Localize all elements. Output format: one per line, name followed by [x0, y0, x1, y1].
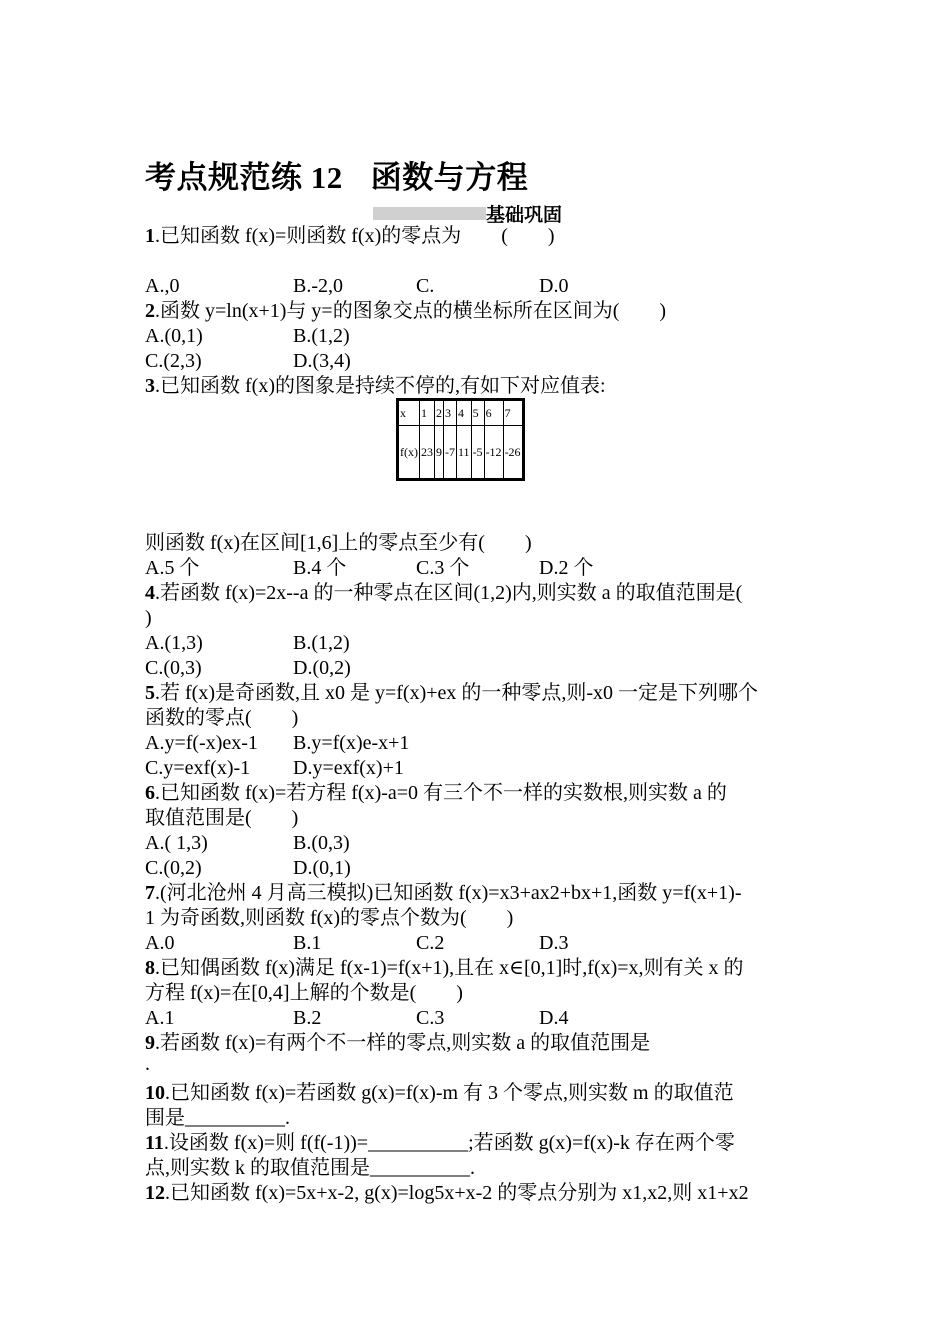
table-row-fx	[398, 426, 524, 480]
option-b: B.1	[293, 932, 322, 954]
question-number: 8	[145, 957, 155, 979]
question-text: .已知函数 f(x)=5x+x-2, g(x)=log5x+x-2 的零点分别为 x1,x2,则 x1+x2	[165, 1182, 749, 1204]
question-text: .若 f(x)是奇函数,且 x0 是 y=f(x)+ex 的一种零点,则-x0 一定是下列哪个	[155, 682, 759, 704]
option-d: D.(0,1)	[293, 857, 351, 879]
question-text: .已知函数 f(x)=若方程 f(x)-a=0 有三个不一样的实数根,则实数 a 的	[155, 782, 727, 804]
option-a: A.( 1,3)	[145, 832, 208, 854]
table-cell: -26	[503, 426, 523, 480]
question-text: .设函数 f(x)=则 f(f(-1))=__________;若函数 g(x)=f(x)-k 存在两个零	[163, 1132, 735, 1154]
option-b: B.2	[293, 1007, 322, 1029]
option-c: C.(0,2)	[145, 857, 202, 879]
question-10	[145, 1081, 734, 1106]
question-9-cont: .	[145, 1053, 150, 1075]
table-cell: -5	[471, 426, 484, 480]
question-6	[145, 781, 727, 806]
option-c: C.3 个	[416, 557, 470, 579]
section-bar	[373, 207, 486, 220]
option-b: B.y=f(x)e-x+1	[293, 732, 410, 754]
question-text: .已知函数 f(x)=若函数 g(x)=f(x)-m 有 3 个零点,则实数 m 的取值范	[165, 1082, 734, 1104]
table-cell: 1	[420, 400, 435, 426]
option-a: A.1	[145, 1007, 175, 1029]
option-c: C.	[416, 275, 435, 297]
option-c: C.(0,3)	[145, 657, 202, 679]
option-a: A.,0	[145, 275, 180, 297]
table-cell: 5	[471, 400, 484, 426]
table-cell: 2	[435, 400, 444, 426]
question-number: 4	[145, 582, 155, 604]
question-11	[145, 1131, 735, 1156]
option-d: D.4	[539, 1007, 569, 1029]
question-number: 5	[145, 682, 155, 704]
option-d: D.(3,4)	[293, 350, 351, 372]
option-a: A.(1,3)	[145, 632, 203, 654]
option-a: A.(0,1)	[145, 325, 203, 347]
question-1	[145, 224, 555, 249]
question-4	[145, 581, 742, 606]
question-7-cont: 1 为奇函数,则函数 f(x)的零点个数为( )	[145, 907, 514, 929]
question-8	[145, 956, 744, 981]
option-b: B.(1,2)	[293, 325, 350, 347]
question-number: 7	[145, 882, 155, 904]
question-text: .若函数 f(x)=有两个不一样的零点,则实数 a 的取值范围是	[155, 1032, 651, 1054]
question-5-cont: 函数的零点( )	[145, 707, 299, 729]
option-d: D.0	[539, 275, 569, 297]
question-12	[145, 1181, 749, 1206]
option-c: C.y=exf(x)-1	[145, 757, 251, 779]
question-text: .已知函数 f(x)=则函数 f(x)的零点为 ( )	[155, 225, 555, 247]
table-cell: 23	[420, 426, 435, 480]
table-cell: f(x)	[398, 426, 420, 480]
option-c: C.(2,3)	[145, 350, 202, 372]
question-number: 3	[145, 375, 155, 397]
option-d: D.(0,2)	[293, 657, 351, 679]
question-text: .已知函数 f(x)的图象是持续不停的,有如下对应值表:	[155, 375, 606, 397]
table-cell: 11	[457, 426, 472, 480]
question-text: .函数 y=ln(x+1)与 y=的图象交点的横坐标所在区间为( )	[155, 300, 667, 322]
table-cell: 3	[444, 400, 457, 426]
question-number: 11	[145, 1132, 164, 1154]
table-cell: -7	[444, 426, 457, 480]
question-8-cont: 方程 f(x)=在[0,4]上解的个数是( )	[145, 982, 463, 1004]
option-c: C.2	[416, 932, 445, 954]
section-header	[373, 200, 562, 224]
question-number: 2	[145, 300, 155, 322]
title-left: 考点规范练 12	[145, 160, 343, 195]
question-3	[145, 374, 606, 399]
title-right: 函数与方程	[370, 160, 529, 195]
table-cell: 7	[503, 400, 523, 426]
question-10-cont: 围是__________.	[145, 1107, 290, 1129]
question-number: 9	[145, 1032, 155, 1054]
question-text: .(河北沧州 4 月高三模拟)已知函数 f(x)=x3+ax2+bx+1,函数 y=f(x+1)-	[155, 882, 742, 904]
option-d: D.2 个	[539, 557, 594, 579]
question-text: .已知偶函数 f(x)满足 f(x-1)=f(x+1),且在 x∈[0,1]时,f(x)=x,则有关 x 的	[155, 957, 744, 979]
option-a: A.5 个	[145, 557, 200, 579]
question-number: 12	[145, 1182, 165, 1204]
question-6-cont: 取值范围是( )	[145, 807, 299, 829]
question-2	[145, 299, 666, 324]
option-b: B.(1,2)	[293, 632, 350, 654]
question-9	[145, 1031, 650, 1056]
option-d: D.y=exf(x)+1	[293, 757, 404, 779]
page-title	[145, 152, 528, 197]
option-a: A.0	[145, 932, 175, 954]
question-11-cont: 点,则实数 k 的取值范围是__________.	[145, 1157, 475, 1179]
option-b: B.(0,3)	[293, 832, 350, 854]
table-cell: 9	[435, 426, 444, 480]
table-cell: x	[398, 400, 420, 426]
question-number: 6	[145, 782, 155, 804]
question-number: 1	[145, 225, 155, 247]
table-row-x	[398, 400, 524, 426]
question-5	[145, 681, 758, 706]
option-b: B.4 个	[293, 557, 347, 579]
question-4-cont: )	[145, 607, 152, 629]
option-a: A.y=f(-x)ex-1	[145, 732, 258, 754]
option-c: C.3	[416, 1007, 445, 1029]
question-number: 10	[145, 1082, 165, 1104]
question-3-prompt: 则函数 f(x)在区间[1,6]上的零点至少有( )	[145, 532, 532, 554]
section-title: 基础巩固	[486, 205, 563, 226]
question-text: .若函数 f(x)=2x--a 的一种零点在区间(1,2)内,则实数 a 的取值范围是(	[155, 582, 743, 604]
option-b: B.-2,0	[293, 275, 343, 297]
question-7	[145, 881, 742, 906]
table-cell: -12	[484, 426, 503, 480]
option-d: D.3	[539, 932, 569, 954]
table-cell: 6	[484, 400, 503, 426]
value-table	[396, 398, 525, 481]
table-cell: 4	[457, 400, 472, 426]
